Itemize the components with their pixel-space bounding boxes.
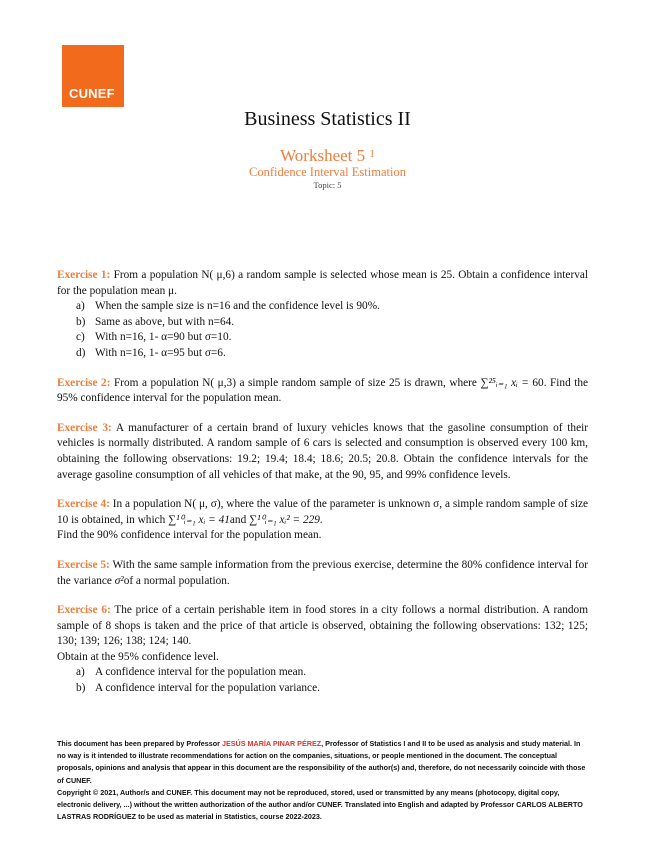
item-marker: b) <box>76 315 86 328</box>
item-marker: a) <box>76 300 85 313</box>
list-item <box>57 299 588 315</box>
exercise-5-label: Exercise 5: <box>57 558 110 571</box>
worksheet-label: Worksheet 5 <box>280 146 366 165</box>
exercise-1-label: Exercise 1: <box>57 269 111 281</box>
list-item <box>57 681 588 697</box>
exercise-1-items <box>57 299 588 361</box>
variance-symbol: σ² <box>114 574 124 587</box>
exercise-6-text-cont: Obtain at the 95% confidence level. <box>57 650 219 663</box>
authorship-text: This document has been prepared by Professor <box>57 739 220 748</box>
exercise-6 <box>57 603 588 697</box>
item-text: When the sample size is n=16 and the confidence level is 90%. <box>95 300 380 313</box>
author-name: JESÚS MARÍA PINAR PÉREZ <box>221 739 322 748</box>
sum-formula: ∑¹⁰ᵢ₌₁ xᵢ = 41 <box>168 513 230 526</box>
exercise-6-items <box>57 665 588 696</box>
exercise-2-label: Exercise 2: <box>57 376 111 389</box>
exercise-4-text: In a population N( μ, σ), where the value of the parameter is unknown σ, a simple random sample of size 10 is obtained, in which <box>57 498 588 526</box>
worksheet-subtitle: Confidence Interval Estimation <box>249 165 406 179</box>
exercise-1 <box>57 268 588 362</box>
copyright-footer <box>57 738 588 823</box>
sum-formula: ∑²⁵ᵢ₌₁ xᵢ = <box>480 376 529 389</box>
item-text: With n=16, 1- α=90 but σ=10. <box>95 331 232 344</box>
exercise-5-text-cont: of a normal population. <box>123 574 230 587</box>
exercise-2 <box>57 376 588 407</box>
worksheet-heading <box>0 146 655 166</box>
exercise-4-label: Exercise 4: <box>57 498 110 511</box>
item-marker: c) <box>76 331 85 344</box>
item-text: A confidence interval for the population mean. <box>95 666 307 679</box>
item-marker: a) <box>76 666 85 679</box>
exercise-6-label: Exercise 6: <box>57 604 111 617</box>
exercise-6-text: The price of a certain perishable item in food stores in a city follows a normal distribution. A random sample of 8 shops is taken and the price of that article is observed, obtaining the following observations: 132; 125; 130; 139; 126; 138; 124; 140. <box>57 604 588 648</box>
authorship-text-cont: , Professor of Statistics I and II to be used as analysis and study material. In no way is it intended to illustrate recommendations for action on the companies, situations, or people mentioned in the document. The conceptual proposals, opinions and analysis that appear in this document are the responsibility of the author(s) and, therefore, do not necessarily coincide with those of CUNEF. <box>57 739 586 785</box>
cunef-logo <box>62 45 124 107</box>
topic-label: Topic: 5 <box>313 180 342 190</box>
item-marker: b) <box>76 682 86 695</box>
item-text: With n=16, 1- α=95 but σ=6. <box>95 346 226 359</box>
exercise-4 <box>57 497 588 544</box>
exercise-4-text-cont: Find the 90% confidence interval for the population mean. <box>57 529 322 542</box>
footnote-mark: 1 <box>369 148 375 160</box>
exercise-3 <box>57 421 588 483</box>
exercise-2-text: From a population N( μ,3) a simple random sample of size 25 is drawn, where <box>113 376 477 389</box>
exercise-3-text: A manufacturer of a certain brand of luxury vehicles knows that the gasoline consumption of their vehicles is normally distributed. A random sample of 6 cars is selected and consumption is observed every 100 km, obtaining the following observations: 19.2; 19.4; 18.4; 18.6; 20.5; 20.8. Obtain the confidence intervals for the average gasoline consumption of all vehicles of that make, at the 90, 95, and 99% confidence levels. <box>57 421 588 481</box>
exercise-list <box>57 268 588 711</box>
exercise-2-text-cont: 60. Find the 95% confidence interval for the population mean. <box>57 376 589 405</box>
translator-name: CARLOS ALBERTO LASTRAS RODRÍGUEZ <box>57 800 583 822</box>
copyright-note <box>57 787 588 824</box>
exercise-5 <box>57 558 588 589</box>
list-item <box>57 665 588 681</box>
copyright-text-cont: to be used as material in Statistics, course 2022-2023. <box>138 812 322 822</box>
item-text: Same as above, but with n=64. <box>95 315 235 328</box>
list-item <box>57 330 588 346</box>
item-marker: d) <box>76 346 86 359</box>
exercise-3-label: Exercise 3: <box>57 421 112 434</box>
exercise-5-text: With the same sample information from the previous exercise, determine the 80% confidence interval for the variance <box>57 558 589 587</box>
conjunction-text: and <box>229 513 247 526</box>
authorship-note <box>57 738 588 787</box>
sum-squares-formula: ∑¹⁰ᵢ₌₁ xᵢ² = 229. <box>249 513 323 526</box>
list-item <box>57 346 588 362</box>
item-text: A confidence interval for the population variance. <box>95 682 320 695</box>
exercise-1-text: From a population N( μ,6) a random sample is selected whose mean is 25. Obtain a confidence interval for the population mean μ. <box>57 269 589 297</box>
logo-text: CUNEF <box>69 86 115 101</box>
copyright-text: Copyright © 2021, Author/s and CUNEF. This document may not be reproduced, stored, used or transmitted by any means (photocopy, digital copy, electronic delivery, ...) without the written authorization of the author and/or CUNEF. Translated into English and adapted by Professor <box>57 787 560 810</box>
page-title: Business Statistics II <box>244 108 411 130</box>
list-item <box>57 315 588 331</box>
